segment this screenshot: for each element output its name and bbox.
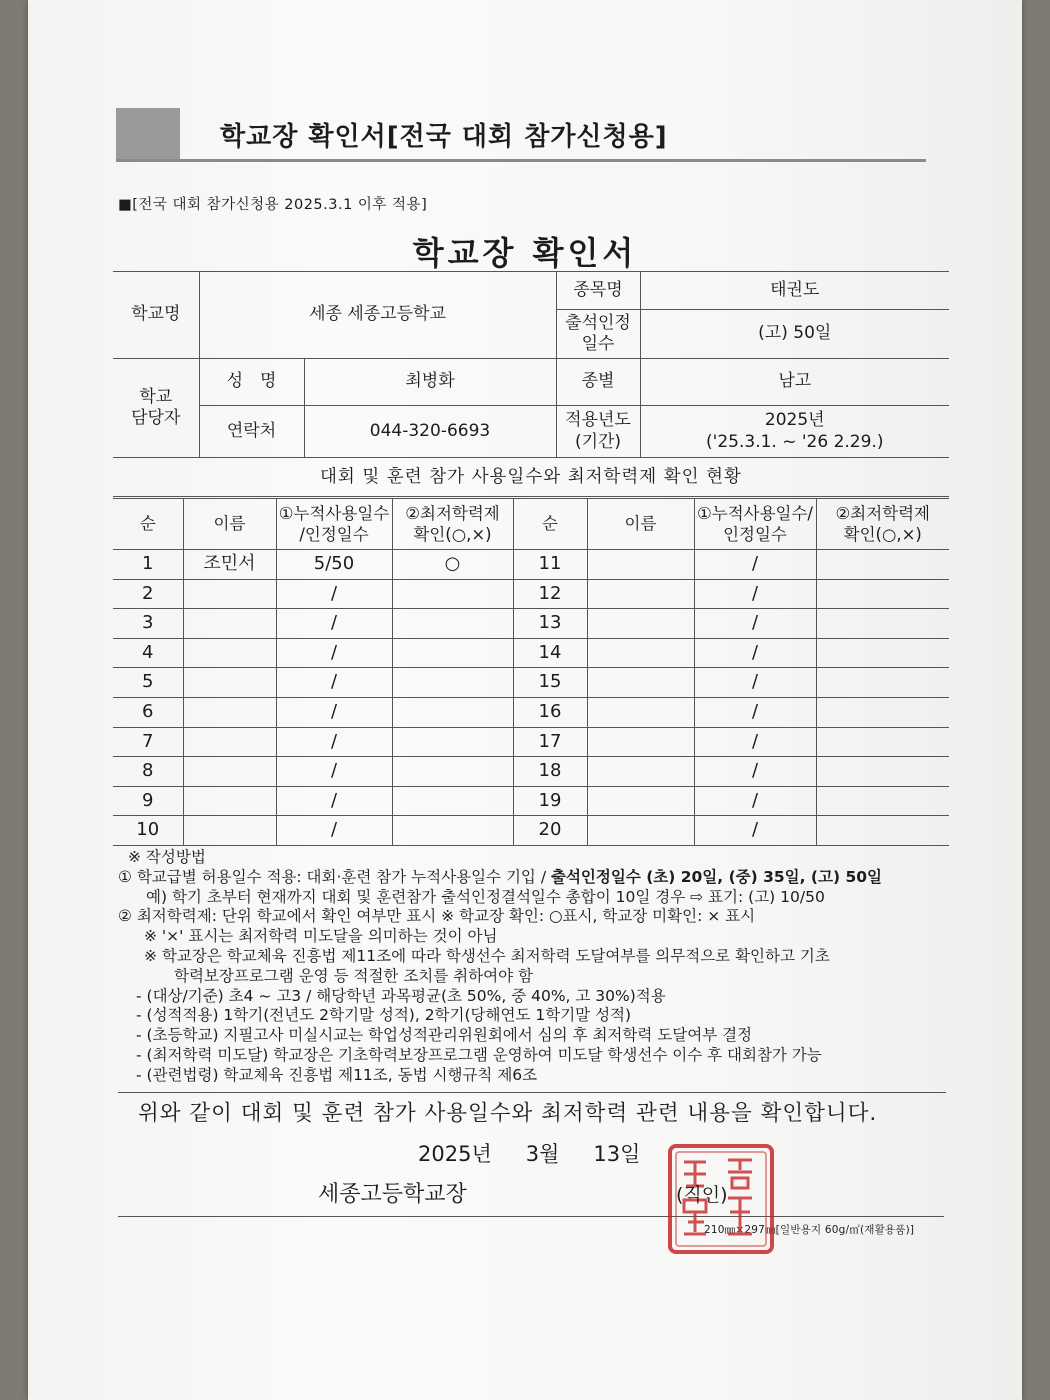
col-check-right: ②최저학력제 확인(○,×) [816, 499, 949, 550]
col-days-right: ①누적사용일수/ 인정일수 [694, 499, 816, 550]
row-name [587, 638, 694, 668]
row-name [587, 609, 694, 639]
row-name [587, 579, 694, 609]
main-title: 학교장 확인서 [412, 234, 638, 272]
contact-value: 044-320-6693 [304, 406, 556, 458]
row-no: 9 [113, 786, 183, 816]
table-row [113, 757, 949, 787]
row-days: / [276, 816, 392, 846]
row-check [816, 579, 949, 609]
row-check [816, 727, 949, 757]
row-no: 3 [113, 609, 183, 639]
year-label: 적용년도 (기간) [556, 406, 640, 458]
notes-heading: ※ 작성방법 [128, 848, 206, 866]
name-value: 최병화 [304, 359, 556, 406]
row-no: 7 [113, 727, 183, 757]
confirmation-statement: 위와 같이 대회 및 훈련 참가 사용일수와 최저학력 관련 내용을 확인합니다. [138, 1101, 878, 1126]
row-name [587, 816, 694, 846]
row-name [183, 727, 276, 757]
row-name [587, 727, 694, 757]
event-value: 태권도 [640, 272, 949, 310]
row-name: 조민서 [183, 550, 276, 580]
row-days: 5/50 [276, 550, 392, 580]
row-days: / [694, 727, 816, 757]
row-no: 20 [513, 816, 587, 846]
row-check [392, 579, 513, 609]
row-no: 16 [513, 697, 587, 727]
row-no: 13 [513, 609, 587, 639]
note-7: - (초등학교) 지필고사 미실시교는 학업성적관리위원회에서 심의 후 최저학력 도달여부 결정 [136, 1026, 753, 1045]
form-title: 학교장 확인서[전국 대회 참가신청용] [220, 122, 668, 152]
row-days: / [276, 638, 392, 668]
row-days: / [276, 668, 392, 698]
row-days: / [276, 579, 392, 609]
row-days: / [694, 786, 816, 816]
issue-date [418, 1138, 640, 1168]
row-days: / [694, 697, 816, 727]
row-check [816, 668, 949, 698]
attendance-value: (고) 50일 [640, 310, 949, 359]
row-name [587, 550, 694, 580]
row-no: 4 [113, 638, 183, 668]
row-no: 6 [113, 697, 183, 727]
row-no: 11 [513, 550, 587, 580]
category-value: 남고 [640, 359, 949, 406]
note-5: - (대상/기준) 초4 ~ 고3 / 해당학년 과목평균(초 50%, 중 40%, 고 30%)적용 [136, 986, 666, 1005]
row-no: 19 [513, 786, 587, 816]
row-check [392, 668, 513, 698]
table-row [113, 668, 949, 698]
table-row [113, 638, 949, 668]
row-check [392, 697, 513, 727]
col-name: 이름 [183, 499, 276, 550]
note-9: - (관련법령) 학교체육 진흥법 제11조, 동법 시행규칙 제6조 [136, 1065, 538, 1084]
school-value: 세종 세종고등학교 [199, 272, 556, 359]
row-no: 10 [113, 816, 183, 846]
contact-label: 연락처 [199, 406, 304, 458]
year-value: 2025년 ('25.3.1. ~ '26 2.29.) [640, 406, 949, 458]
row-name [183, 757, 276, 787]
row-name [183, 816, 276, 846]
header-decor-block [116, 108, 180, 160]
note-1: ① 학교급별 허용일수 적용: 대회·훈련 참가 누적사용일수 기입 / 출석인정일수 (초) 20일, (중) 35일, (고) 50일 [118, 867, 883, 886]
note-3: ※ '×' 표시는 최저학력 미도달을 의미하는 것이 아님 [144, 927, 498, 946]
table-row [113, 786, 949, 816]
col-no: 순 [113, 499, 183, 550]
row-days: / [276, 786, 392, 816]
row-check [816, 697, 949, 727]
row-days: / [694, 579, 816, 609]
row-name [587, 757, 694, 787]
row-days: / [276, 609, 392, 639]
table-row [113, 579, 949, 609]
row-name [183, 609, 276, 639]
school-label: 학교명 [113, 272, 199, 359]
confirm-rule [118, 1092, 946, 1093]
note-2: ② 최저학력제: 단위 학교에서 확인 여부만 표시 ※ 학교장 확인: ○표시, 학교장 미확인: × 표시 [118, 907, 756, 926]
roster-table [113, 498, 949, 846]
row-no: 5 [113, 668, 183, 698]
row-check [392, 816, 513, 846]
note-4: ※ 학교장은 학교체육 진흥법 제11조에 따라 학생선수 최저학력 도달여부를 의무적으로 확인하고 기초 [144, 946, 830, 965]
row-no: 1 [113, 550, 183, 580]
row-name [183, 697, 276, 727]
row-no: 14 [513, 638, 587, 668]
col-days: ①누적사용일수 /인정일수 [276, 499, 392, 550]
table-row [113, 550, 949, 580]
name-label: 성 명 [199, 359, 304, 406]
table-row [113, 697, 949, 727]
row-check [392, 786, 513, 816]
row-name [183, 579, 276, 609]
row-check [392, 609, 513, 639]
note-4-cont: 학력보장프로그램 운영 등 적절한 조치를 취하여야 함 [174, 966, 533, 985]
table-row [113, 816, 949, 846]
note-1-example: 예) 학기 초부터 현재까지 대회 및 훈련참가 출석인정결석일수 총합이 10일 경우 ⇨ 표기: (고) 10/50 [146, 887, 825, 906]
table-row [113, 727, 949, 757]
attendance-label: 출석인정 일수 [556, 310, 640, 359]
section-heading: 대회 및 훈련 참가 사용일수와 최저학력제 확인 현황 [113, 458, 949, 497]
table-row [113, 609, 949, 639]
row-name [587, 668, 694, 698]
col-name-right: 이름 [587, 499, 694, 550]
row-check [816, 638, 949, 668]
row-name [183, 638, 276, 668]
issuer-name: 세종고등학교장 [318, 1182, 467, 1207]
row-days: / [694, 550, 816, 580]
row-days: / [276, 697, 392, 727]
row-days: / [694, 816, 816, 846]
row-no: 17 [513, 727, 587, 757]
row-no: 15 [513, 668, 587, 698]
applicability-note: ■[전국 대회 참가신청용 2025.3.1 이후 적용] [118, 197, 428, 213]
col-no-right: 순 [513, 499, 587, 550]
staff-label: 학교 담당자 [113, 359, 199, 458]
row-check [816, 786, 949, 816]
row-check [392, 638, 513, 668]
row-check [816, 816, 949, 846]
paper-spec: 210㎜×297㎜[일반용지 60g/㎡(재활용품)] [704, 1224, 915, 1236]
seal-label: (직인) [676, 1184, 728, 1206]
row-days: / [694, 668, 816, 698]
row-name [587, 697, 694, 727]
row-no: 18 [513, 757, 587, 787]
category-label: 종별 [556, 359, 640, 406]
row-no: 2 [113, 579, 183, 609]
info-table [113, 271, 949, 458]
row-days: / [694, 757, 816, 787]
row-days: / [694, 609, 816, 639]
row-days: / [694, 638, 816, 668]
header-rule [116, 159, 926, 162]
row-no: 8 [113, 757, 183, 787]
bottom-rule [118, 1216, 944, 1217]
note-1-emphasis: 출석인정일수 (초) 20일, (중) 35일, (고) 50일 [550, 867, 883, 886]
row-check [816, 757, 949, 787]
date-month: 3월 [525, 1142, 560, 1166]
row-check: ○ [392, 550, 513, 580]
writing-instructions [118, 848, 948, 1086]
row-no: 12 [513, 579, 587, 609]
row-name [587, 786, 694, 816]
row-check [392, 727, 513, 757]
date-year: 2025년 [418, 1142, 492, 1166]
row-check [816, 550, 949, 580]
row-days: / [276, 757, 392, 787]
note-6: - (성적적용) 1학기(전년도 2학기말 성적), 2학기(당해연도 1학기말 성적) [136, 1006, 632, 1025]
row-check [392, 757, 513, 787]
note-8: - (최저학력 미도달) 학교장은 기초학력보장프로그램 운영하여 미도달 학생선수 이수 후 대회참가 가능 [136, 1045, 822, 1064]
row-check [816, 609, 949, 639]
row-days: / [276, 727, 392, 757]
date-day: 13일 [593, 1142, 641, 1166]
event-label: 종목명 [556, 272, 640, 310]
col-check: ②최저학력제 확인(○,×) [392, 499, 513, 550]
row-name [183, 668, 276, 698]
row-name [183, 786, 276, 816]
